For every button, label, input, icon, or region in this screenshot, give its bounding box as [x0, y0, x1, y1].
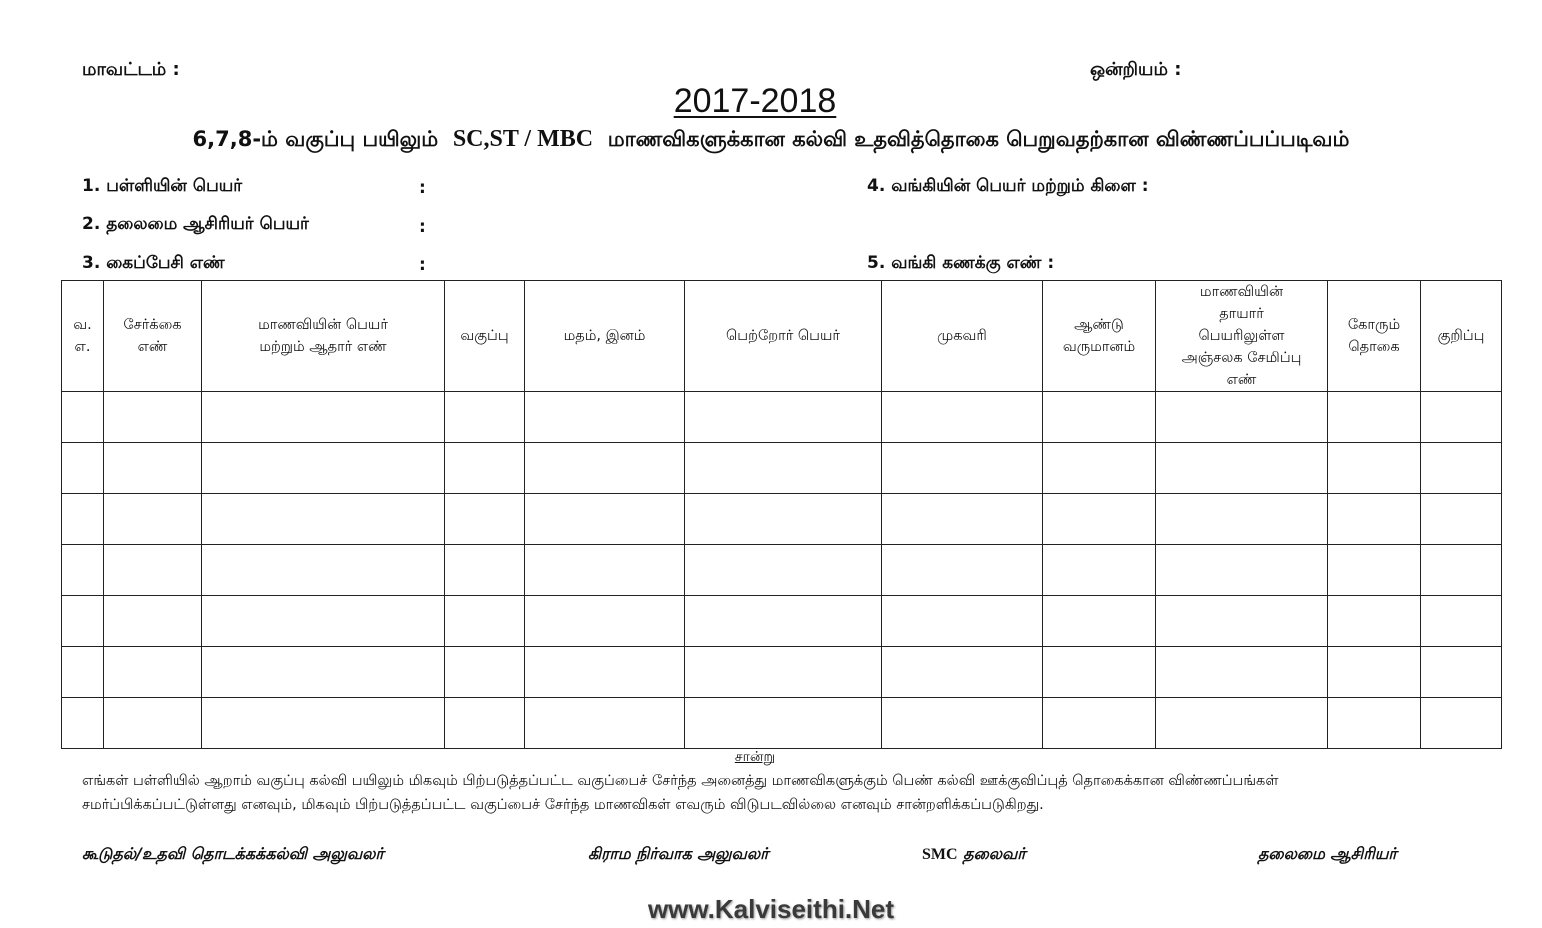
- table-cell[interactable]: [1156, 545, 1328, 596]
- smc-suffix: தலைவர்: [963, 844, 1026, 863]
- table-cell[interactable]: [1156, 698, 1328, 749]
- headmaster-name-label: 2. தலைமை ஆசிரியர் பெயர்: [82, 214, 309, 234]
- table-cell[interactable]: [104, 443, 202, 494]
- certificate-line-2: சமர்ப்பிக்கப்பட்டுள்ளது எனவும், மிகவும் பிற்படுத்தப்பட்ட வகுப்பைச் சேர்ந்த மாணவிகள் எவரும் விடுபடவில்லை எனவும் சான்றளிக்கப்படுகிறது.: [82, 797, 1044, 813]
- table-cell[interactable]: [1328, 647, 1421, 698]
- signature-smc-chairman: [922, 844, 1026, 865]
- table-cell[interactable]: [525, 392, 685, 443]
- table-cell[interactable]: [1328, 392, 1421, 443]
- table-cell[interactable]: [104, 494, 202, 545]
- table-cell[interactable]: [685, 545, 882, 596]
- table-cell[interactable]: [882, 443, 1043, 494]
- table-cell[interactable]: [1156, 443, 1328, 494]
- table-cell[interactable]: [1421, 494, 1502, 545]
- table-cell[interactable]: [685, 647, 882, 698]
- form-title-suffix: மாணவிகளுக்கான கல்வி உதவித்தொகை பெறுவதற்கான விண்ணப்பப்படிவம்: [607, 127, 1350, 151]
- table-cell[interactable]: [685, 698, 882, 749]
- table-cell[interactable]: [104, 596, 202, 647]
- signature-village-officer: கிராம நிர்வாக அலுவலர்: [588, 844, 769, 863]
- column-header-line: மற்றும் ஆதார் எண்: [259, 339, 387, 355]
- bank-account-label: 5. வங்கி கணக்கு எண் :: [867, 253, 1055, 273]
- table-cell[interactable]: [202, 392, 445, 443]
- table-cell[interactable]: [1156, 494, 1328, 545]
- certificate-heading: [0, 749, 1510, 767]
- column-header-line: தாயார்: [1219, 306, 1264, 322]
- column-header-line: மாணவியின் பெயர்: [258, 317, 388, 333]
- table-cell[interactable]: [1421, 443, 1502, 494]
- table-cell[interactable]: [882, 647, 1043, 698]
- table-cell[interactable]: [882, 392, 1043, 443]
- table-cell[interactable]: [202, 698, 445, 749]
- table-cell[interactable]: [104, 647, 202, 698]
- table-cell[interactable]: [104, 698, 202, 749]
- table-cell[interactable]: [1156, 392, 1328, 443]
- column-header: [1328, 281, 1421, 392]
- table-cell[interactable]: [445, 596, 525, 647]
- table-cell[interactable]: [1328, 443, 1421, 494]
- table-cell[interactable]: [1043, 647, 1156, 698]
- table-cell[interactable]: [525, 647, 685, 698]
- table-row: [62, 392, 1502, 443]
- table-cell[interactable]: [1421, 698, 1502, 749]
- smc-prefix: SMC: [922, 846, 958, 863]
- table-cell[interactable]: [1421, 392, 1502, 443]
- academic-year-text: 2017-2018: [673, 82, 837, 120]
- table-cell[interactable]: [1043, 596, 1156, 647]
- table-cell[interactable]: [445, 443, 525, 494]
- column-header-line: மதம், இனம்: [563, 328, 646, 344]
- table-cell[interactable]: [685, 596, 882, 647]
- table-cell[interactable]: [525, 494, 685, 545]
- table-cell[interactable]: [1328, 698, 1421, 749]
- table-cell[interactable]: [202, 545, 445, 596]
- table-cell[interactable]: [62, 443, 104, 494]
- table-row: [62, 545, 1502, 596]
- table-header-row: [62, 281, 1502, 392]
- table-cell[interactable]: [104, 392, 202, 443]
- certificate-line-1: எங்கள் பள்ளியில் ஆறாம் வகுப்பு கல்வி பயிலும் மிகவும் பிற்படுத்தப்பட்ட வகுப்பைச் சேர்ந்த அனைத்து மாணவிகளுக்கும் பெண் கல்வி ஊக்குவிப்புத் தொகைக்கான விண்ணப்பங்கள்: [82, 773, 1279, 789]
- column-header-line: எண்: [137, 339, 168, 355]
- column-header-line: கோரும்: [1347, 317, 1401, 333]
- table-cell[interactable]: [525, 443, 685, 494]
- form-title-prefix: 6,7,8-ம் வகுப்பு பயிலும்: [192, 127, 439, 151]
- column-header-line: வருமானம்: [1062, 339, 1136, 355]
- column-header-line: தொகை: [1348, 339, 1400, 355]
- column-header-line: எண்: [1226, 372, 1257, 388]
- column-header: [1043, 281, 1156, 392]
- column-header: [525, 281, 685, 392]
- table-cell[interactable]: [685, 494, 882, 545]
- table-cell[interactable]: [1043, 545, 1156, 596]
- table-cell[interactable]: [685, 443, 882, 494]
- table-cell[interactable]: [1421, 596, 1502, 647]
- column-header-line: முகவரி: [937, 328, 987, 344]
- table-cell[interactable]: [685, 392, 882, 443]
- table-cell[interactable]: [1421, 647, 1502, 698]
- table-cell[interactable]: [62, 545, 104, 596]
- table-cell[interactable]: [1043, 494, 1156, 545]
- table-cell[interactable]: [1328, 545, 1421, 596]
- column-header-line: ஆண்டு: [1074, 317, 1124, 333]
- mobile-number-colon: :: [419, 255, 426, 275]
- table-cell[interactable]: [445, 392, 525, 443]
- table-cell[interactable]: [62, 596, 104, 647]
- column-header-line: குறிப்பு: [1437, 328, 1485, 344]
- table-cell[interactable]: [445, 494, 525, 545]
- table-cell[interactable]: [1043, 392, 1156, 443]
- table-cell[interactable]: [1043, 698, 1156, 749]
- table-row: [62, 494, 1502, 545]
- district-label: மாவட்டம் :: [82, 59, 180, 80]
- column-header-line: வகுப்பு: [460, 328, 509, 344]
- column-header: [445, 281, 525, 392]
- column-header-line: அஞ்சலக சேமிப்பு: [1181, 350, 1302, 366]
- table-row: [62, 596, 1502, 647]
- table-cell[interactable]: [525, 545, 685, 596]
- applicants-table: [61, 280, 1502, 749]
- academic-year: [0, 82, 1510, 121]
- table-row: [62, 647, 1502, 698]
- table-cell[interactable]: [62, 494, 104, 545]
- table-row: [62, 443, 1502, 494]
- table-cell[interactable]: [882, 596, 1043, 647]
- column-header-line: வ.: [73, 317, 92, 333]
- column-header: [882, 281, 1043, 392]
- table-cell[interactable]: [202, 443, 445, 494]
- form-title-category: SC,ST / MBC: [452, 126, 594, 152]
- table-cell[interactable]: [104, 545, 202, 596]
- column-header: [1421, 281, 1502, 392]
- table-cell[interactable]: [882, 698, 1043, 749]
- mobile-number-label: 3. கைப்பேசி எண்: [82, 253, 225, 273]
- column-header-line: பெயரிலுள்ள: [1198, 328, 1285, 344]
- table-cell[interactable]: [1156, 596, 1328, 647]
- column-header: [62, 281, 104, 392]
- table-cell[interactable]: [882, 545, 1043, 596]
- table-cell[interactable]: [202, 596, 445, 647]
- column-header: [104, 281, 202, 392]
- bank-branch-label: 4. வங்கியின் பெயர் மற்றும் கிளை :: [867, 176, 1149, 196]
- table-body: [62, 392, 1502, 749]
- column-header-line: மாணவியின்: [1199, 284, 1284, 300]
- headmaster-name-colon: :: [419, 217, 426, 237]
- column-header: [1156, 281, 1328, 392]
- column-header-line: பெற்றோர் பெயர்: [726, 328, 840, 344]
- table-cell[interactable]: [202, 494, 445, 545]
- school-name-label: 1. பள்ளியின் பெயர்: [82, 176, 243, 196]
- column-header-line: எ.: [74, 339, 91, 355]
- table-row: [62, 698, 1502, 749]
- union-label: ஒன்றியம் :: [1090, 59, 1182, 80]
- table-cell[interactable]: [1328, 596, 1421, 647]
- signature-education-officer: கூடுதல்/உதவி தொடக்கக்கல்வி அலுவலர்: [82, 844, 384, 863]
- table-cell[interactable]: [1328, 494, 1421, 545]
- table-cell[interactable]: [882, 494, 1043, 545]
- table-cell[interactable]: [1043, 443, 1156, 494]
- table-cell[interactable]: [62, 392, 104, 443]
- watermark-text: www.Kalviseithi.Net: [647, 894, 895, 924]
- table-cell[interactable]: [445, 647, 525, 698]
- column-header: [685, 281, 882, 392]
- table-cell[interactable]: [62, 647, 104, 698]
- form-title: [0, 126, 1542, 154]
- table-cell[interactable]: [525, 596, 685, 647]
- table-cell[interactable]: [62, 698, 104, 749]
- column-header: [202, 281, 445, 392]
- table-cell[interactable]: [525, 698, 685, 749]
- certificate-heading-text: சான்று: [734, 749, 776, 765]
- school-name-colon: :: [419, 178, 426, 198]
- table-cell[interactable]: [445, 545, 525, 596]
- table-cell[interactable]: [445, 698, 525, 749]
- table-cell[interactable]: [1421, 545, 1502, 596]
- column-header-line: சேர்க்கை: [123, 317, 182, 333]
- table-cell[interactable]: [202, 647, 445, 698]
- signature-headmaster: தலைமை ஆசிரியர்: [1258, 844, 1397, 863]
- table-cell[interactable]: [1156, 647, 1328, 698]
